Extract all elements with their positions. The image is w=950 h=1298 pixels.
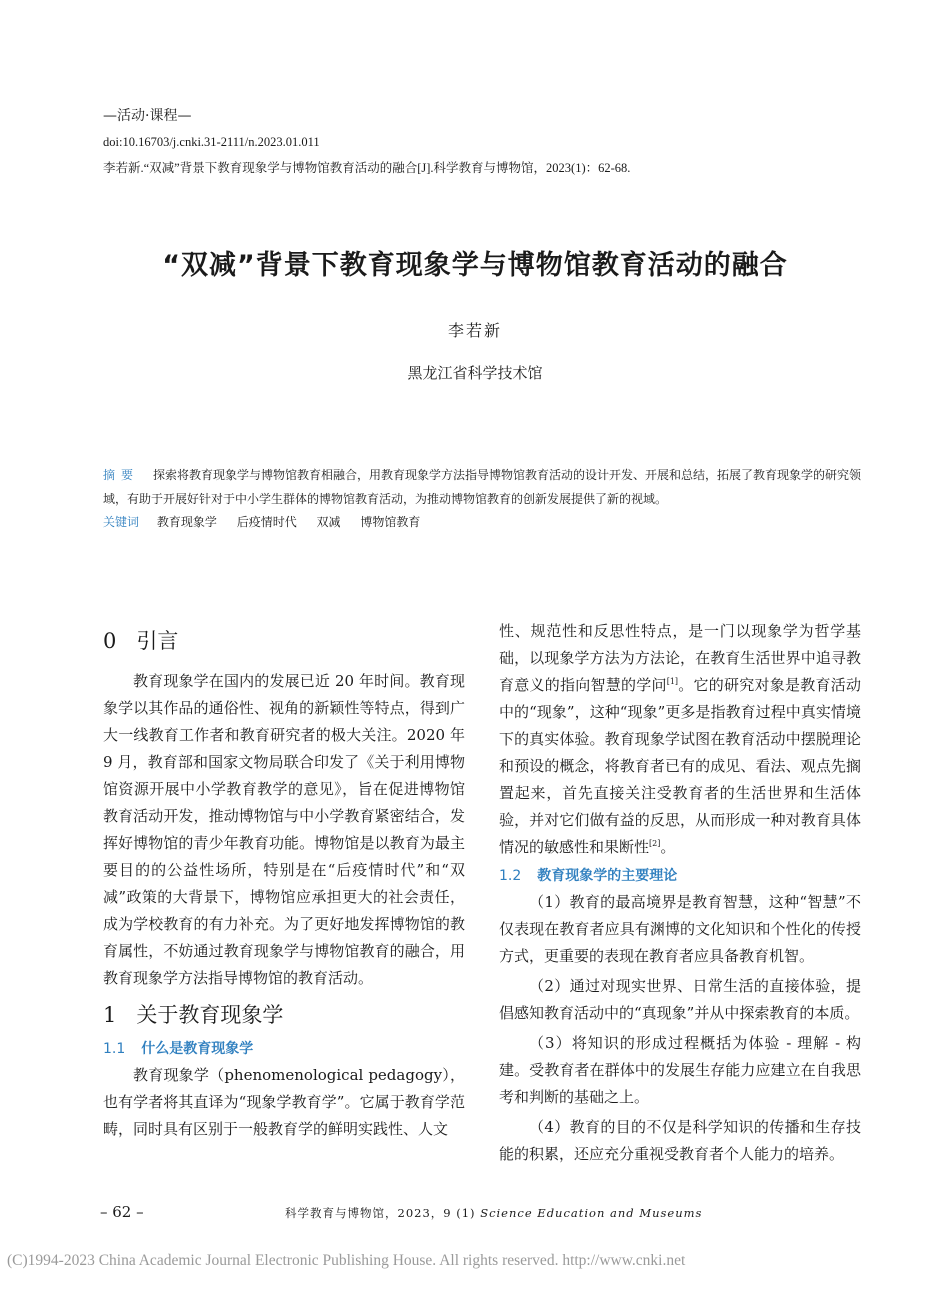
subsection-heading-1-2 xyxy=(499,863,861,889)
article-title: “双减”背景下教育现象学与博物馆教育活动的融合 xyxy=(162,250,788,281)
section-label: —活动·课程— xyxy=(103,108,192,124)
subsection-title: 教育现象学的主要理论 xyxy=(537,868,678,884)
journal-footer xyxy=(285,1205,702,1221)
section-title: 引言 xyxy=(136,629,179,653)
intro-paragraph: 教育现象学在国内的发展已近 20 年时间。教育现象学以其作品的通俗性、视角的新颖性等特点，得到广大一线教育工作者和教育研究者的极大关注。2020 年 9 月，教育部和国家文物局联合印发了《关于利用博物馆资源开展中小学教育教学的意见》，旨在促进博物馆教育活动开发，推动博物馆与中小学教育紧密结合，发挥好博物馆的青少年教育功能。博物馆是以教育为最主要目的的公益性场所，特别是在“后疫情时代”和“双减”政策的大背景下，博物馆应承担更大的社会责任，成为学校教育的有力补充。为了更好地发挥博物馆的教育属性，不妨通过教育现象学与博物馆教育的融合，用教育现象学方法指导博物馆的教育活动。 xyxy=(103,672,465,987)
theory-item-2: （2）通过对现实世界、日常生活的直接体验，提倡感知教育活动中的“真现象”并从中探索教育的本质。 xyxy=(499,977,861,1022)
reference-2[interactable]: [2] xyxy=(649,839,661,848)
left-column xyxy=(103,628,465,1143)
journal-name-cn: 科学教育与博物馆，2023，9 (1) xyxy=(285,1206,476,1220)
keyword-item: 博物馆教育 xyxy=(360,515,421,529)
journal-name-en: Science Education and Museums xyxy=(480,1206,703,1220)
definition-paragraph-part-a: 教育现象学（phenomenological pedagogy），也有学者将其直译为“现象学教育学”。它属于教育学范畴，同时具有区别于一般教育学的鲜明实践性、人文 xyxy=(103,1066,465,1138)
definition-end: 。 xyxy=(660,838,676,856)
keyword-item: 教育现象学 xyxy=(156,515,217,529)
section-title: 关于教育现象学 xyxy=(136,1003,284,1027)
citation-line: 李若新.“双减”背景下教育现象学与博物馆教育活动的融合[J].科学教育与博物馆，2023(1)：62-68. xyxy=(103,161,631,175)
section-heading-1 xyxy=(103,1002,465,1028)
theory-item-4: （4）教育的目的不仅是科学知识的传播和生存技能的积累，还应充分重视受教育者个人能力的培养。 xyxy=(499,1118,861,1163)
section-number: 0 xyxy=(103,629,117,653)
keyword-item: 后疫情时代 xyxy=(236,515,297,529)
abstract-text: 探索将教育现象学与博物馆教育相融合，用教育现象学方法指导博物馆教育活动的设计开发、开展和总结，拓展了教育现象学的研究领域，有助于开展好针对于中小学生群体的博物馆教育活动，为推动博物馆教育的创新发展提供了新的视域。 xyxy=(103,468,862,506)
theory-item-3: （3）将知识的形成过程概括为体验 - 理解 - 构建。受教育者在群体中的发展生存能力应建立在自我思考和判断的基础之上。 xyxy=(499,1034,861,1106)
definition-paragraph-continued xyxy=(499,618,861,861)
abstract-block xyxy=(103,463,865,511)
subsection-heading-1-1 xyxy=(103,1036,465,1062)
keywords-label: 关键词 xyxy=(103,515,140,529)
definition-text-b: 。它的研究对象是教育活动中的“现象”，这种“现象”更多是指教育过程中真实情境下的真实体验。教育现象学试图在教育活动中摆脱理论和预设的概念，将教育者已有的成见、看法、观点先搁置起来，首先直接关注受教育者的生活世界和生活体验，并对它们做有益的反思，从而形成一种对教育具体情况的敏感性和果断性 xyxy=(499,676,861,856)
abstract-label: 摘要 xyxy=(103,468,140,482)
page-number: – 62 – xyxy=(100,1203,144,1221)
subsection-number: 1.2 xyxy=(499,868,522,884)
subsection-title: 什么是教育现象学 xyxy=(141,1041,254,1057)
keyword-item: 双减 xyxy=(316,515,341,529)
right-column xyxy=(499,618,861,1168)
reference-1[interactable]: [1] xyxy=(666,677,679,686)
article-author: 李若新 xyxy=(447,321,502,340)
doi-line[interactable]: doi:10.16703/j.cnki.31-2111/n.2023.01.011 xyxy=(103,135,320,149)
section-heading-0 xyxy=(103,628,465,654)
article-affiliation: 黑龙江省科学技术馆 xyxy=(407,364,543,382)
cnki-watermark: (C)1994-2023 China Academic Journal Electronic Publishing House. All rights reserved. http://www.cnki.net xyxy=(7,1252,686,1269)
theory-item-1: （1）教育的最高境界是教育智慧，这种“智慧”不仅表现在教育者应具有渊博的文化知识和个性化的传授方式，更重要的表现在教育者应具备教育机智。 xyxy=(499,893,861,965)
section-number: 1 xyxy=(103,1003,117,1027)
keywords-block xyxy=(103,513,436,530)
subsection-number: 1.1 xyxy=(103,1041,126,1057)
definition-tail: 性、规范性和反思性特点，是一门以现象学为哲学基础，以现象学方法为方法论，在教育生活世界中追寻教育意义的指向智慧的学问 xyxy=(499,622,861,694)
